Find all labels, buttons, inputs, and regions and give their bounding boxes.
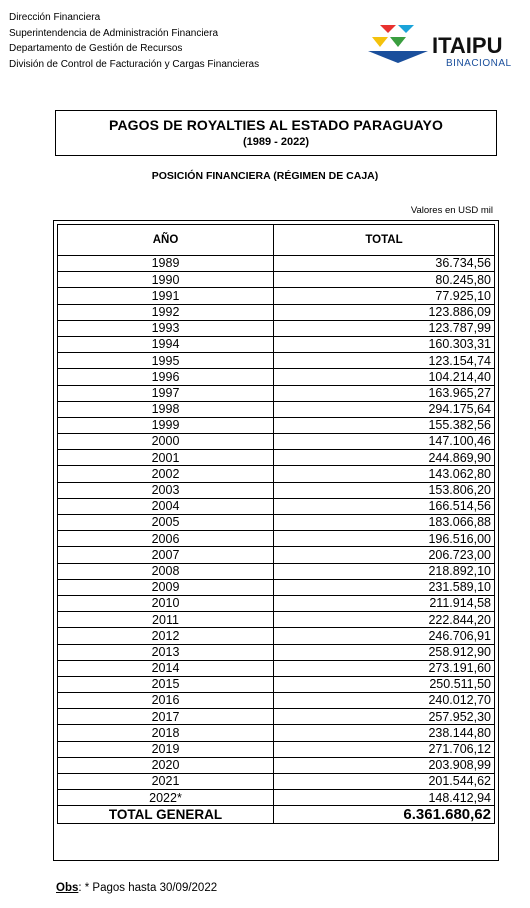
year-cell: 1998	[58, 401, 274, 417]
total-cell: 206.723,00	[274, 547, 495, 563]
year-cell: 1994	[58, 336, 274, 352]
total-cell: 294.175,64	[274, 401, 495, 417]
year-cell: 2021	[58, 774, 274, 790]
year-cell: 2006	[58, 531, 274, 547]
total-cell: 166.514,56	[274, 498, 495, 514]
period-label: (1989 - 2022)	[242, 136, 310, 148]
table-row	[58, 725, 495, 741]
table-row	[58, 595, 495, 611]
table-row	[58, 515, 495, 531]
table-row	[58, 693, 495, 709]
table-row	[58, 466, 495, 482]
table-row	[58, 434, 495, 450]
royalties-table-frame	[53, 220, 499, 861]
total-cell: 240.012,70	[274, 693, 495, 709]
total-cell: 271.706,12	[274, 741, 495, 757]
year-cell: 2007	[58, 547, 274, 563]
units-label: Valores en USD mil	[410, 205, 493, 216]
total-cell: 231.589,10	[274, 579, 495, 595]
total-cell: 143.062,80	[274, 466, 495, 482]
total-cell: 155.382,56	[274, 417, 495, 433]
table-row	[58, 628, 495, 644]
royalties-table	[57, 224, 495, 824]
table-row	[58, 482, 495, 498]
year-cell: 2000	[58, 434, 274, 450]
table-row	[58, 288, 495, 304]
table-row	[58, 401, 495, 417]
total-row	[58, 806, 495, 824]
table-row	[58, 644, 495, 660]
table-row	[58, 256, 495, 272]
title-box	[55, 110, 497, 156]
itaipu-logo	[368, 23, 518, 69]
table-row	[58, 531, 495, 547]
obs-label: Obs	[56, 882, 79, 894]
department-header	[9, 10, 259, 72]
year-cell: 1997	[58, 385, 274, 401]
total-cell: 203.908,99	[274, 757, 495, 773]
year-cell: 2012	[58, 628, 274, 644]
column-header-year: AÑO	[58, 225, 274, 256]
itaipu-logo-mark	[368, 23, 518, 69]
year-cell: 2013	[58, 644, 274, 660]
year-cell: 2001	[58, 450, 274, 466]
total-cell: 148.412,94	[274, 790, 495, 806]
year-cell: 1990	[58, 272, 274, 288]
year-cell: 2003	[58, 482, 274, 498]
total-cell: 104.214,40	[274, 369, 495, 385]
year-cell: 2017	[58, 709, 274, 725]
subtitle: POSICIÓN FINANCIERA (RÉGIMEN DE CAJA)	[151, 170, 379, 182]
observation-note	[56, 882, 217, 894]
table-header-row	[58, 225, 495, 256]
total-cell: 273.191,60	[274, 660, 495, 676]
year-cell: 2015	[58, 676, 274, 692]
table-row	[58, 757, 495, 773]
year-cell: 2002	[58, 466, 274, 482]
header-line: Dirección Financiera	[9, 12, 101, 23]
year-cell: 2022*	[58, 790, 274, 806]
header-line: Departamento de Gestión de Recursos	[9, 43, 183, 55]
total-cell: 147.100,46	[274, 434, 495, 450]
total-value: 6.361.680,62	[274, 806, 495, 824]
total-cell: 163.965,27	[274, 385, 495, 401]
year-cell: 2010	[58, 595, 274, 611]
table-row	[58, 676, 495, 692]
table-row	[58, 660, 495, 676]
total-cell: 201.544,62	[274, 774, 495, 790]
total-cell: 123.154,74	[274, 353, 495, 369]
obs-text: : * Pagos hasta 30/09/2022	[78, 882, 218, 894]
table-row	[58, 547, 495, 563]
column-header-total: TOTAL	[274, 225, 495, 256]
total-cell: 77.925,10	[274, 288, 495, 304]
total-cell: 250.511,50	[274, 676, 495, 692]
total-cell: 36.734,56	[274, 256, 495, 272]
table-row	[58, 272, 495, 288]
year-cell: 1989	[58, 256, 274, 272]
table-row	[58, 369, 495, 385]
year-cell: 1996	[58, 369, 274, 385]
year-cell: 2018	[58, 725, 274, 741]
table-row	[58, 563, 495, 579]
table-row	[58, 336, 495, 352]
total-cell: 257.952,30	[274, 709, 495, 725]
table-row	[58, 353, 495, 369]
total-cell: 218.892,10	[274, 563, 495, 579]
year-cell: 2004	[58, 498, 274, 514]
table-row	[58, 741, 495, 757]
total-cell: 153.806,20	[274, 482, 495, 498]
year-cell: 2005	[58, 515, 274, 531]
total-cell: 196.516,00	[274, 531, 495, 547]
header-line: División de Control de Facturación y Cargas Financieras	[9, 58, 260, 70]
year-cell: 2016	[58, 693, 274, 709]
total-cell: 222.844,20	[274, 612, 495, 628]
table-row	[58, 498, 495, 514]
table-row	[58, 417, 495, 433]
year-cell: 1999	[58, 417, 274, 433]
total-cell: 183.066,88	[274, 515, 495, 531]
header-line: Superintendencia de Administración Financiera	[9, 27, 219, 39]
year-cell: 2020	[58, 757, 274, 773]
table-row	[58, 304, 495, 320]
total-cell: 123.886,09	[274, 304, 495, 320]
table-row	[58, 385, 495, 401]
total-cell: 238.144,80	[274, 725, 495, 741]
total-cell: 258.912,90	[274, 644, 495, 660]
total-label: TOTAL GENERAL	[58, 806, 274, 824]
year-cell: 2009	[58, 579, 274, 595]
total-cell: 80.245,80	[274, 272, 495, 288]
logo-name: ITAIPU	[432, 33, 503, 58]
year-cell: 1992	[58, 304, 274, 320]
year-cell: 2014	[58, 660, 274, 676]
table-row	[58, 579, 495, 595]
year-cell: 1993	[58, 320, 274, 336]
total-cell: 123.787,99	[274, 320, 495, 336]
year-cell: 2019	[58, 741, 274, 757]
page-title: PAGOS DE ROYALTIES AL ESTADO PARAGUAYO	[109, 117, 443, 133]
table-row	[58, 790, 495, 806]
table-row	[58, 320, 495, 336]
total-cell: 211.914,58	[274, 595, 495, 611]
total-cell: 246.706,91	[274, 628, 495, 644]
year-cell: 1995	[58, 353, 274, 369]
total-cell: 160.303,31	[274, 336, 495, 352]
total-cell: 244.869,90	[274, 450, 495, 466]
year-cell: 2011	[58, 612, 274, 628]
table-row	[58, 450, 495, 466]
table-row	[58, 709, 495, 725]
table-row	[58, 612, 495, 628]
year-cell: 2008	[58, 563, 274, 579]
year-cell: 1991	[58, 288, 274, 304]
logo-sub: BINACIONAL	[446, 58, 512, 69]
table-row	[58, 774, 495, 790]
